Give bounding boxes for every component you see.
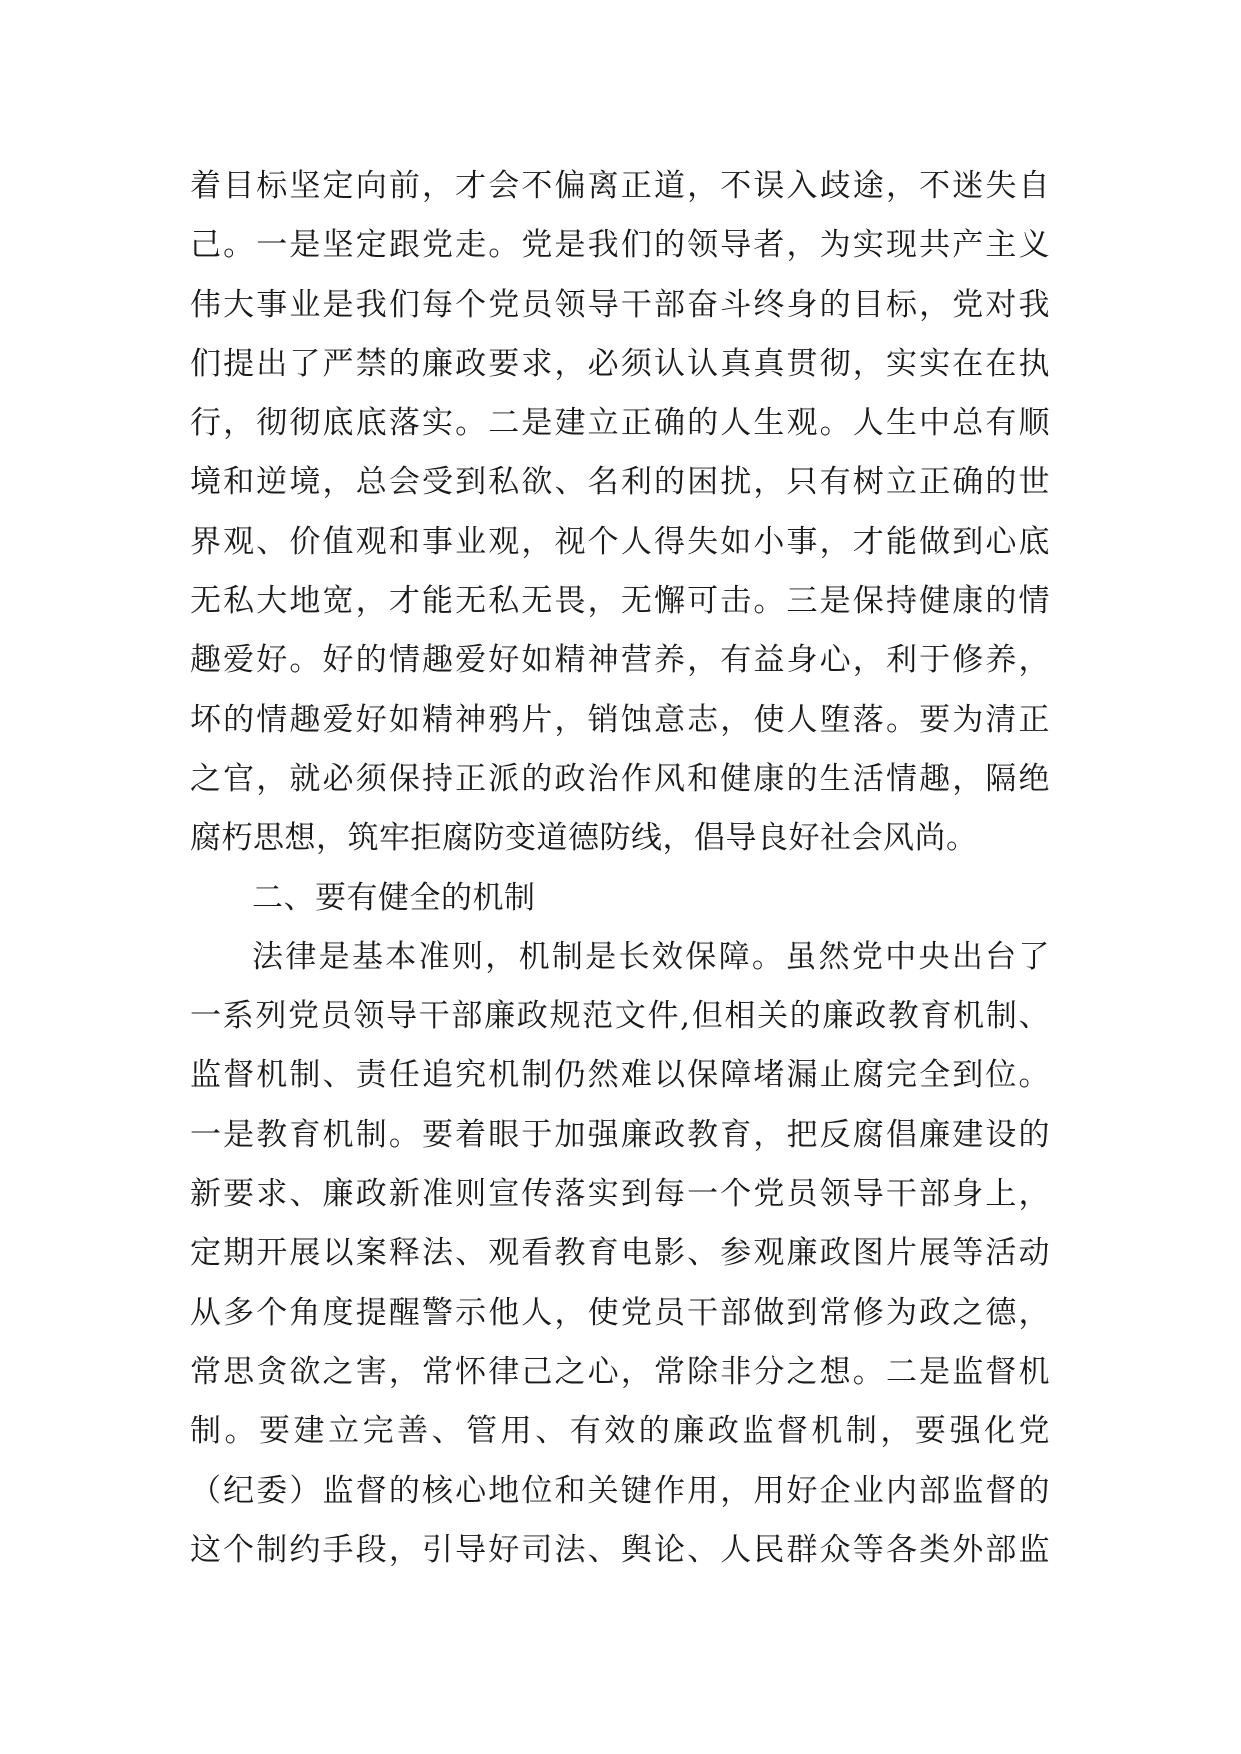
text-line: 界观、价值观和事业观，视个人得失如小事，才能做到心底 [190, 523, 1050, 560]
text-line: 趣爱好。好的情趣爱好如精神营养，有益身心，利于修养， [190, 642, 1050, 679]
text-line: 伟大事业是我们每个党员领导干部奋斗终身的目标，党对我 [190, 286, 1050, 323]
paragraph-2 [190, 928, 1050, 1580]
text-line: 行，彻彻底底落实。二是建立正确的人生观。人生中总有顺 [190, 405, 1050, 442]
text-line: 制。要建立完善、管用、有效的廉政监督机制，要强化党 [190, 1413, 1050, 1450]
text-line: 境和逆境，总会受到私欲、名利的困扰，只有树立正确的世 [190, 464, 1050, 501]
text-line: 腐朽思想，筑牢拒腐防变道德防线，倡导良好社会风尚。 [190, 820, 978, 857]
text-line: 着目标坚定向前，才会不偏离正道，不误入歧途，不迷失自 [190, 168, 1050, 204]
text-line: 法律是基本准则，机制是长效保障。虽然党中央出台了 [252, 938, 1050, 975]
text-line: 这个制约手段，引导好司法、舆论、人民群众等各类外部监 [190, 1531, 1050, 1568]
section-heading: 二、要有健全的机制 [252, 879, 536, 916]
text-line: 从多个角度提醒警示他人，使党员干部做到常修为政之德， [190, 1294, 1050, 1331]
text-line: 己。一是坚定跟党走。党是我们的领导者，为实现共产主义 [190, 227, 1050, 264]
text-line: 监督机制、责任追究机制仍然难以保障堵漏止腐完全到位。 [190, 1057, 1050, 1094]
text-line: 之官，就必须保持正派的政治作风和健康的生活情趣，隔绝 [190, 760, 1050, 797]
text-line: 定期开展以案释法、观看教育电影、参观廉政图片展等活动 [190, 1235, 1050, 1272]
text-line: 一是教育机制。要着眼于加强廉政教育，把反腐倡廉建设的 [190, 1116, 1050, 1153]
body-text [190, 157, 1050, 1580]
text-line: 常思贪欲之害，常怀律己之心，常除非分之想。二是监督机 [190, 1353, 1050, 1390]
text-line: （纪委）监督的核心地位和关键作用，用好企业内部监督的 [190, 1472, 1050, 1509]
text-line: 坏的情趣爱好如精神鸦片，销蚀意志，使人堕落。要为清正 [190, 701, 1050, 738]
text-line: 无私大地宽，才能无私无畏，无懈可击。三是保持健康的情 [190, 583, 1050, 620]
text-line: 一系列党员领导干部廉政规范文件,但相关的廉政教育机制、 [190, 998, 1050, 1035]
paragraph-1 [190, 157, 1050, 869]
text-line: 新要求、廉政新准则宣传落实到每一个党员领导干部身上， [190, 1176, 1050, 1213]
text-line: 们提出了严禁的廉政要求，必须认认真真贯彻，实实在在执 [190, 345, 1050, 382]
